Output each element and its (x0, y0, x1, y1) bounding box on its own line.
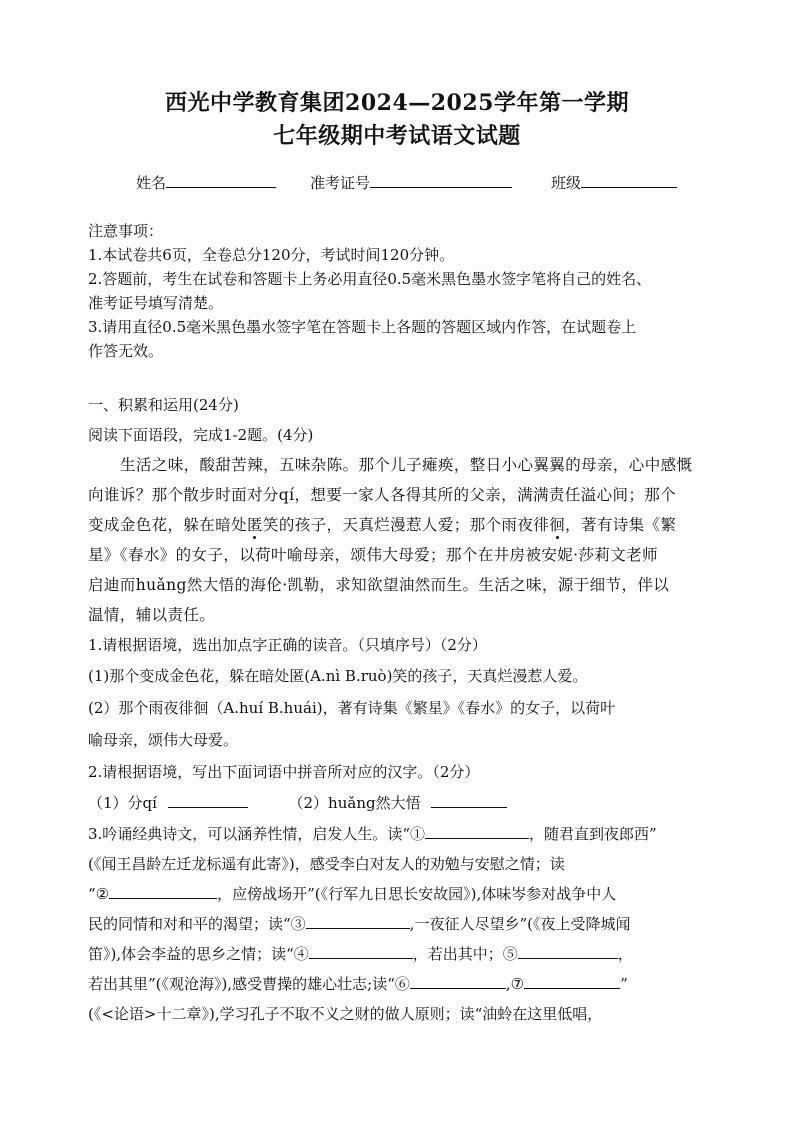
q3-line-3: “② ，应傍战场开”(《行军九日思长安故园》),体味岑参对战争中人 (88, 885, 617, 903)
q2-stem: 2.请根据语境，写出下面词语中拼音所对应的汉字。（2分） (88, 763, 480, 781)
dotted-char-huai: 徊 (549, 516, 566, 534)
q3-blank-4[interactable] (309, 944, 413, 959)
note-item-2-cont: 准考证号填写清楚。 (88, 294, 224, 312)
q3-line-7: (《<论语>十二章》),学习孔子不取不义之财的做人原则；读“油蛉在这里低唱， (88, 1005, 603, 1023)
q3-line-4: 民的同情和对和平的渴望；读“③ ,一夜征人尽望乡”(《夜上受降城闻 (88, 915, 631, 933)
exam-id-blank[interactable] (370, 173, 512, 188)
passage-line-3: 变成金色花，躲在暗处匿笑的孩子，天真烂漫惹人爱；那个雨夜徘徊，著有诗集《繁 (88, 516, 677, 534)
name-label: 姓名 (136, 174, 167, 192)
q1-sub2: (2）那个雨夜徘徊（A.huí B.huái)，著有诗集《繁星》《春水》的女子，以荷叶 (88, 699, 616, 717)
q1-sub2-cont: 喻母亲，颂伟大母爱。 (88, 731, 239, 749)
note-item-1: 1.本试卷共6页，全卷总分120分，考试时间120分钟。 (88, 246, 455, 264)
q3-blank-5[interactable] (518, 944, 618, 959)
notes-heading: 注意事项： (88, 222, 164, 240)
dotted-char-ni: 匿 (247, 516, 263, 534)
class-field (551, 172, 677, 193)
q3-line-5: 笛》),体会李益的思乡之情；读“④ ，若出其中；⑤ ， (88, 945, 633, 963)
q3-blank-1[interactable] (425, 824, 529, 839)
class-label: 班级 (551, 174, 582, 192)
name-field (136, 172, 276, 193)
q1-stem: 1.请根据语境，选出加点字正确的读音。（只填序号）（2分） (88, 636, 487, 654)
section-heading: 一、积累和运用(24分) (88, 396, 239, 414)
note-item-3: 3.请用直径0.5毫米黑色墨水签字笔在答题卡上各题的答题区域内作答，在试题卷上 (88, 318, 637, 336)
passage-line-5: 启迪而huǎng然大悟的海伦·凯勒，求知欲望油然而生。生活之味，源于细节，伴以 (88, 576, 670, 594)
passage-line-2: 向谁诉？那个散步时面对分qí，想要一家人各得其所的父亲，满满责任溢心间；那个 (88, 486, 677, 504)
q2-answers (88, 792, 714, 814)
q3-line-1: 3.吟诵经典诗文，可以涵养性情，启发人生。读“① ，随君直到夜郎西” (88, 825, 657, 843)
q3-blank-3[interactable] (306, 914, 410, 929)
q1-sub1: (1)那个变成金色花，躲在暗处匿(A.nì B.ruò)笑的孩子，天真烂漫惹人爱。 (88, 667, 588, 685)
q2-blank-2[interactable] (431, 793, 507, 808)
q2-sub2: （2）huǎng然大悟 (288, 794, 421, 812)
note-item-2: 2.答题前，考生在试卷和答题卡上务必用直径0.5毫米黑色墨水签字笔将自己的姓名、 (88, 270, 652, 288)
q3-blank-2[interactable] (109, 884, 217, 899)
q3-blank-6[interactable] (410, 974, 506, 989)
passage-line-6: 温情，辅以责任。 (88, 606, 216, 624)
reading-intro: 阅读下面语段，完成1-2题。(4分) (88, 426, 314, 444)
q3-line-6: 若出其里”(《观沧海》),感受曹操的雄心壮志;读“⑥ ,⑦ ” (88, 975, 628, 993)
exam-id-field (310, 172, 512, 193)
exam-subtitle: 七年级期中考试语文试题 (273, 123, 521, 149)
exam-id-label: 准考证号 (310, 174, 371, 192)
passage-line-1: 生活之味，酸甜苦辣，五味杂陈。那个儿子瘫痪，整日小心翼翼的母亲，心中感慨 (120, 456, 693, 474)
q2-blank-1[interactable] (168, 793, 248, 808)
q3-line-2: (《闻王昌龄左迁龙标遥有此寄》)，感受李白对友人的劝勉与安慰之情；读 (88, 855, 565, 873)
q2-sub1: （1）分qí (88, 794, 157, 812)
passage-line-4: 星》《春水》的女子，以荷叶喻母亲，颂伟大母爱；那个在井房被安妮·莎莉文老师 (88, 546, 658, 564)
note-item-3-cont: 作答无效。 (88, 342, 164, 360)
q3-blank-7[interactable] (524, 974, 620, 989)
class-blank[interactable] (581, 173, 677, 188)
exam-title: 西光中学教育集团2024—2025学年第一学期 (165, 90, 629, 116)
name-blank[interactable] (166, 173, 276, 188)
